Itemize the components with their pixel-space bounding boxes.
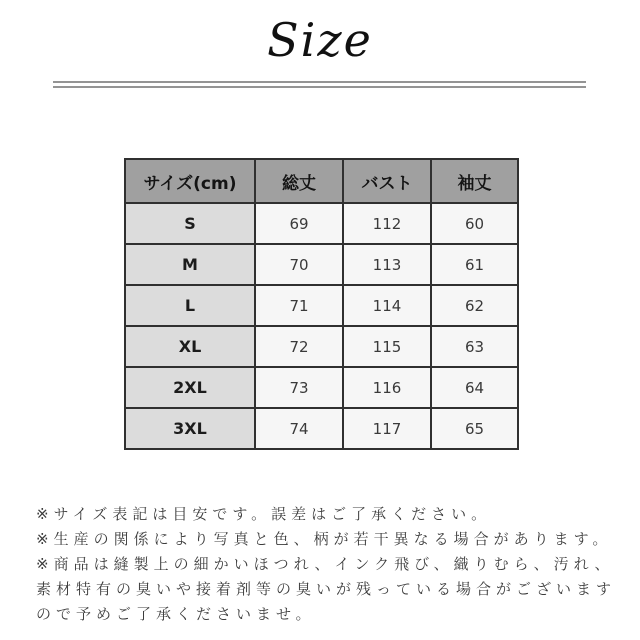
bust-cell: 115 [343,326,431,367]
table-header-row [125,159,518,203]
bust-cell: 117 [343,408,431,449]
total-length-cell: 69 [255,203,343,244]
sleeve-cell: 62 [431,285,518,326]
size-label-cell: 2XL [125,367,255,408]
column-header-sleeve: 袖丈 [431,159,518,203]
total-length-cell: 71 [255,285,343,326]
table-row [125,244,518,285]
size-label-cell: 3XL [125,408,255,449]
total-length-cell: 72 [255,326,343,367]
sleeve-cell: 65 [431,408,518,449]
sleeve-cell: 64 [431,367,518,408]
disclaimer-notes [36,502,636,627]
bust-cell: 112 [343,203,431,244]
size-label-cell: XL [125,326,255,367]
size-label-cell: S [125,203,255,244]
table-row [125,203,518,244]
column-header-size: サイズ(cm) [125,159,255,203]
total-length-cell: 74 [255,408,343,449]
column-header-total-length: 総丈 [255,159,343,203]
sleeve-cell: 61 [431,244,518,285]
bust-cell: 116 [343,367,431,408]
table-row [125,326,518,367]
note-line: ※サイズ表記は目安です。誤差はご了承ください。 [36,505,492,523]
sleeve-cell: 63 [431,326,518,367]
note-line: ので予めご了承くださいませ。 [36,605,316,623]
table-row [125,285,518,326]
table-row [125,367,518,408]
size-label-cell: L [125,285,255,326]
size-table [124,158,519,450]
sleeve-cell: 60 [431,203,518,244]
table-row [125,408,518,449]
note-line: 素材特有の臭いや接着剤等の臭いが残っている場合がございます [36,580,617,598]
size-label-cell: M [125,244,255,285]
total-length-cell: 70 [255,244,343,285]
bust-cell: 113 [343,244,431,285]
title-divider-double-rule [53,81,586,88]
note-line: ※生産の関係により写真と色、柄が若干異なる場合があります。 [36,530,613,548]
column-header-bust: バスト [343,159,431,203]
note-line: ※商品は縫製上の細かいほつれ、インク飛び、織りむら、汚れ、 [36,555,615,573]
page-title: Size [267,13,373,67]
total-length-cell: 73 [255,367,343,408]
size-chart [124,158,519,450]
bust-cell: 114 [343,285,431,326]
